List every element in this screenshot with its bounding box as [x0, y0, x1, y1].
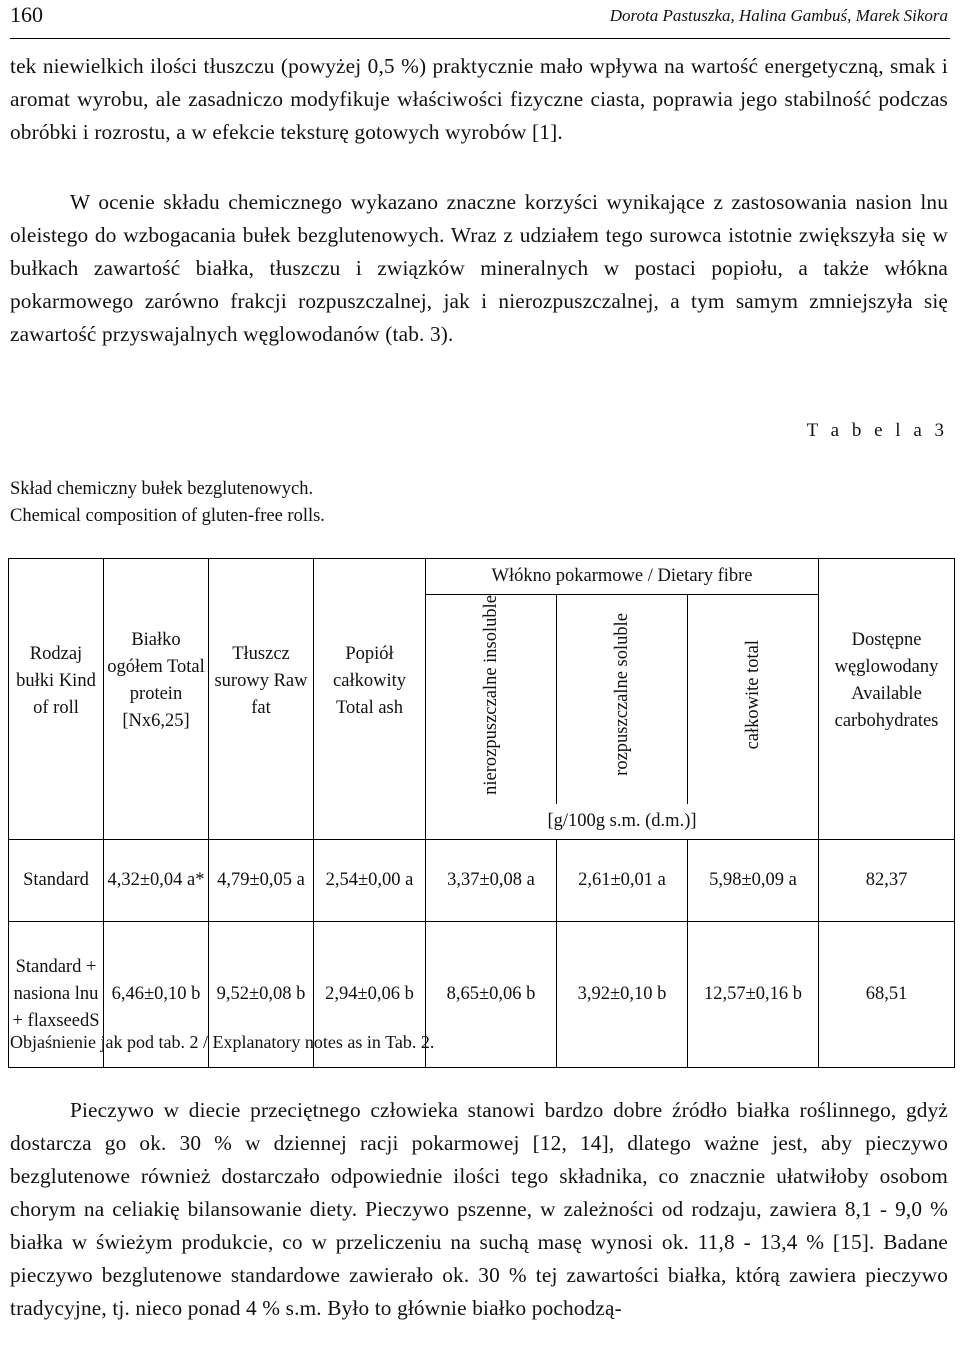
table-row: [9, 840, 955, 922]
table-caption: [10, 476, 325, 530]
cell-total: 5,98±0,09 a: [688, 840, 819, 922]
page-number: 160: [10, 2, 43, 27]
cell-soluble: 3,92±0,10 b: [557, 922, 688, 1068]
paragraph-2-text: W ocenie składu chemicznego wykazano znaczne korzyści wynikające z zastosowania nasion lnu oleistego do wzbogacania bułek bezglutenowych. Wraz z udziałem tego surowca istotnie zwiększyła się w bułkach zawartość białka, tłuszczu i związków mineralnych w postaci popiołu, a także włókna pokarmowego zarówno frakcji rozpuszczalnej, jak i nierozpuszczalnej, a tym samym zmniejszyła się zawartość przyswajalnych węglowodanów (tab. 3).: [10, 190, 948, 346]
header-ash: Popiół całkowity Total ash: [314, 559, 426, 804]
header-total: całkowite total: [688, 595, 819, 804]
running-authors: Dorota Pastuszka, Halina Gambuś, Marek Sikora: [609, 6, 948, 25]
caption-english: Chemical composition of gluten-free rolls.: [10, 506, 325, 526]
cell-total: 12,57±0,16 b: [688, 922, 819, 1068]
cell-insoluble: 8,65±0,06 b: [426, 922, 557, 1068]
paragraph-3-text: Pieczywo w diecie przeciętnego człowieka stanowi bardzo dobre źródło białka roślinnego, gdyż dostarcza go ok. 30 % w dziennej racji pokarmowej [12, 14], dlatego ważne jest, aby pieczywo bezglutenowe również dostarczało odpowiednie ilości tego składnika, co znacznie ułatwiłoby osobom chorym na celiakię bilansowanie diety. Pieczywo pszenne, w zależności od rodzaju, zawiera 8,1 - 9,0 % białka w świeżym produkcie, co w przeliczeniu na suchą masę wynosi ok. 11,8 - 13,4 % [15]. Badane pieczywo bezglutenowe standardowe zawierało ok. 30 % tej zawartości białka, którą zawiera pieczywo tradycyjne, tj. nieco ponad 4 % s.m. Było to głównie białko pochodzą-: [10, 1098, 948, 1320]
cell-fat: 9,52±0,08 b: [209, 922, 314, 1068]
cell-soluble: 2,61±0,01 a: [557, 840, 688, 922]
header-insoluble: nierozpuszczalne insoluble: [426, 595, 557, 804]
header-fibre-group: Włókno pokarmowe / Dietary fibre: [426, 559, 819, 595]
paragraph-1: tek niewielkich ilości tłuszczu (powyżej 0,5 %) praktycznie mało wpływa na wartość energetyczną, smak i aromat wyrobu, ale zasadniczo modyfikuje właściwości fizyczne ciasta, poprawia jego stabilność podczas obróbki i rozrostu, a w efekcie teksturę gotowych wyrobów [1].: [10, 54, 948, 144]
cell-carbs: 68,51: [819, 922, 955, 1068]
chemical-composition-table: [8, 558, 955, 1068]
header-carbs: Dostępne węglowodany Available carbohydrates: [819, 559, 955, 804]
cell-insoluble: 3,37±0,08 a: [426, 840, 557, 922]
row-name: Standard + nasiona lnu + flaxseedS: [9, 922, 104, 1068]
cell-protein: 6,46±0,10 b: [104, 922, 209, 1068]
header-roll-type: Rodzaj bułki Kind of roll: [9, 559, 104, 804]
caption-polish: Skład chemiczny bułek bezglutenowych.: [10, 479, 314, 499]
cell-ash: 2,54±0,00 a: [314, 840, 426, 922]
paragraph-2: [10, 186, 948, 351]
table-footnote: Objaśnienie jak pod tab. 2 / Explanatory notes as in Tab. 2.: [10, 1032, 435, 1052]
header-protein: Białko ogółem Total protein [Nx6,25]: [104, 559, 209, 804]
paragraph-3: [10, 1094, 948, 1325]
cell-fat: 4,79±0,05 a: [209, 840, 314, 922]
row-name: Standard: [9, 840, 104, 922]
table-label: T a b e l a 3: [806, 420, 948, 441]
unit-row: [g/100g s.m. (d.m.)]: [426, 804, 819, 840]
header-fat: Tłuszcz surowy Raw fat: [209, 559, 314, 804]
header-soluble: rozpuszczalne soluble: [557, 595, 688, 804]
cell-ash: 2,94±0,06 b: [314, 922, 426, 1068]
cell-carbs: 82,37: [819, 840, 955, 922]
cell-protein: 4,32±0,04 a*: [104, 840, 209, 922]
page-header: [10, 0, 950, 39]
